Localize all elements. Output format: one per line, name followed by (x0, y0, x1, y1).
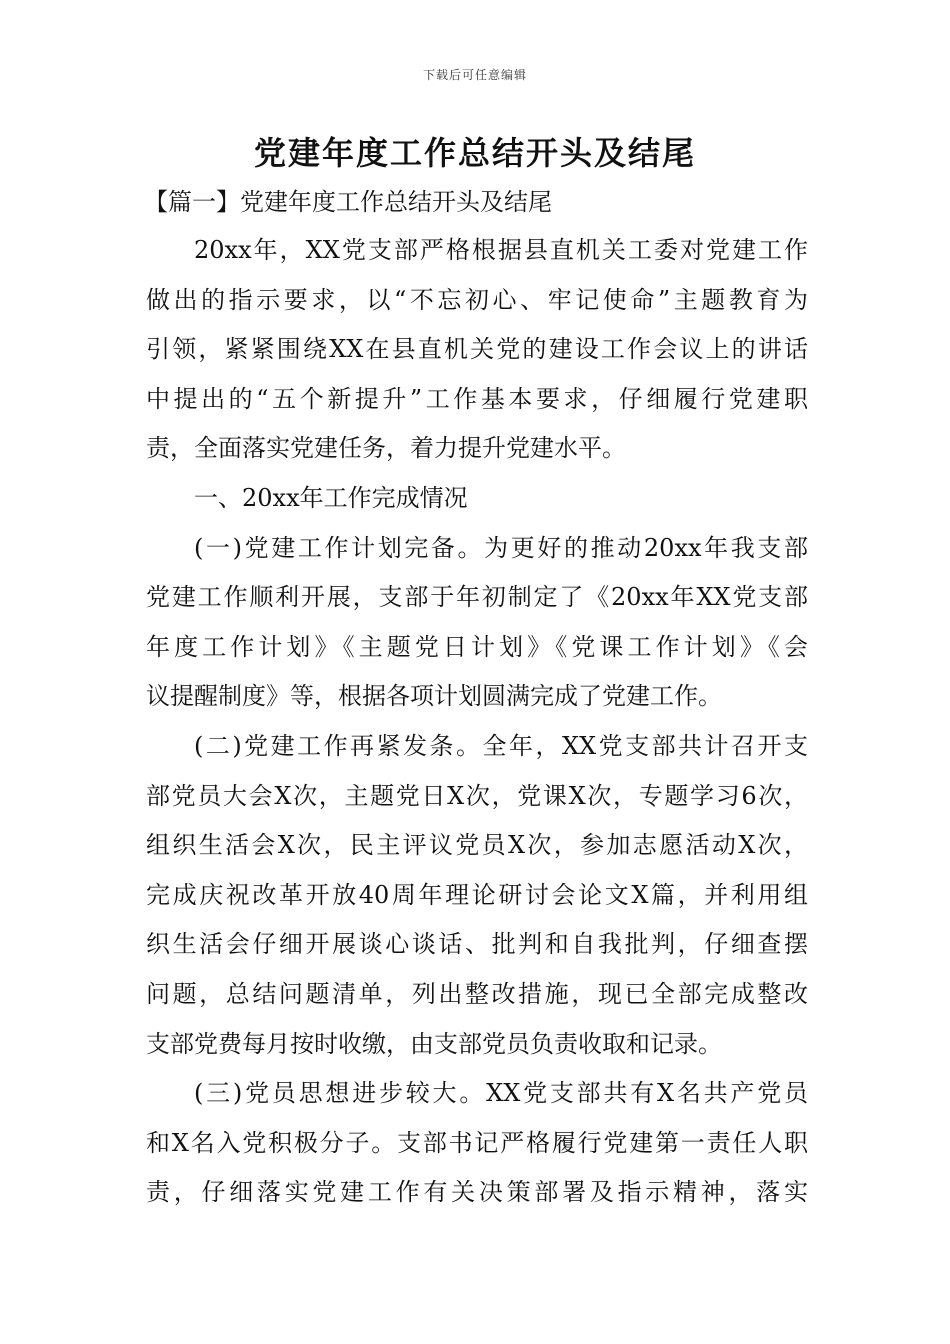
section-heading: 【篇一】党建年度工作总结开头及结尾 (144, 188, 552, 216)
text-line: 一、20xx年工作完成情况 (194, 483, 468, 512)
paragraph-intro (146, 226, 808, 474)
paragraph-activities (146, 722, 808, 1069)
text-line: 支部党费每月按时收缴，由支部党员负责收取和记录。 (146, 1029, 722, 1058)
subheading-work-status (146, 474, 808, 524)
text-line: 责，仔细落实党建工作有关决策部署及指示精神，落实 (146, 1178, 808, 1207)
text-line: 问题，总结问题清单，列出整改措施，现已全部完成整改 (146, 979, 808, 1008)
text-line: 完成庆祝改革开放40周年理论研讨会论文X篇，并利用组 (146, 880, 808, 909)
text-line: (三)党员思想进步较大。XX党支部共有X名共产党员 (194, 1079, 808, 1108)
text-line: 中提出的“五个新提升”工作基本要求，仔细履行党建职 (146, 384, 808, 413)
text-line: 党建工作顺利开展，支部于年初制定了《20xx年XX党支部 (146, 583, 808, 612)
text-line: 部党员大会X次，主题党日X次，党课X次，专题学习6次， (146, 781, 808, 810)
document-title: 党建年度工作总结开头及结尾 (253, 134, 696, 172)
text-line: 年度工作计划》《主题党日计划》《党课工作计划》《会 (146, 632, 808, 661)
document-body (146, 226, 808, 1218)
text-line: (一)党建工作计划完备。为更好的推动20xx年我支部 (194, 533, 808, 562)
text-line: 20xx年，XX党支部严格根据县直机关工委对党建工作 (194, 236, 808, 264)
text-line: 议提醒制度》等，根据各项计划圆满完成了党建工作。 (146, 682, 722, 711)
header-note: 下载后可任意编辑 (422, 68, 527, 82)
text-line: 责，全面落实党建任务，着力提升党建水平。 (146, 434, 626, 463)
text-line: 引领，紧紧围绕XX在县直机关党的建设工作会议上的讲话 (146, 335, 808, 364)
text-line: 组织生活会X次，民主评议党员X次，参加志愿活动X次， (146, 831, 808, 860)
text-line: 和X名入党积极分子。支部书记严格履行党建第一责任人职 (146, 1128, 808, 1157)
paragraph-plan (146, 524, 808, 722)
text-line: 做出的指示要求，以“不忘初心、牢记使命”主题教育为 (146, 285, 808, 314)
text-line: 织生活会仔细开展谈心谈话、批判和自我批判，仔细查摆 (146, 930, 808, 959)
text-line: (二)党建工作再紧发条。全年，XX党支部共计召开支 (194, 731, 808, 760)
paragraph-members (146, 1069, 808, 1218)
